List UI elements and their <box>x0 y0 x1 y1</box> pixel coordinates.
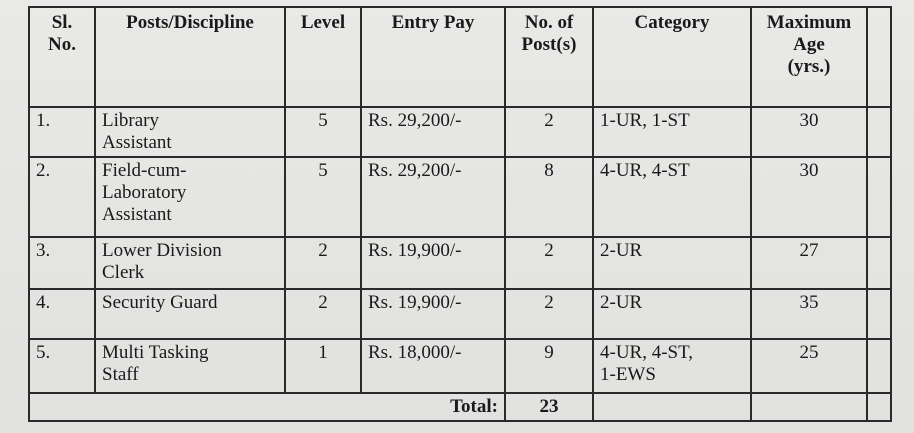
table-row <box>29 289 891 339</box>
row-post-name: Security Guard <box>95 289 285 339</box>
table-row <box>29 339 891 393</box>
posts-table <box>28 6 892 422</box>
row-number-of-posts: 2 <box>505 107 593 157</box>
row-number-of-posts: 9 <box>505 339 593 393</box>
total-empty-cell <box>867 393 891 421</box>
header-entry-pay: Entry Pay <box>361 7 505 107</box>
header-number-of-posts: No. of Post(s) <box>505 7 593 107</box>
row-max-age: 30 <box>751 157 867 237</box>
row-post-name: Library Assistant <box>95 107 285 157</box>
row-level: 5 <box>285 107 361 157</box>
row-level: 5 <box>285 157 361 237</box>
row-sl-no: 2. <box>29 157 95 237</box>
row-empty-cell <box>867 289 891 339</box>
table-header-row <box>29 7 891 107</box>
row-sl-no: 5. <box>29 339 95 393</box>
row-max-age: 35 <box>751 289 867 339</box>
row-empty-cell <box>867 107 891 157</box>
row-entry-pay: Rs. 19,900/- <box>361 289 505 339</box>
row-category: 4-UR, 4-ST, 1-EWS <box>593 339 751 393</box>
total-label: Total: <box>29 393 505 421</box>
row-entry-pay: Rs. 18,000/- <box>361 339 505 393</box>
row-level: 1 <box>285 339 361 393</box>
row-category: 2-UR <box>593 289 751 339</box>
row-max-age: 25 <box>751 339 867 393</box>
row-category: 1-UR, 1-ST <box>593 107 751 157</box>
total-empty-category <box>593 393 751 421</box>
row-entry-pay: Rs. 29,200/- <box>361 107 505 157</box>
row-post-name: Field-cum- Laboratory Assistant <box>95 157 285 237</box>
header-sl-no: Sl. No. <box>29 7 95 107</box>
row-sl-no: 1. <box>29 107 95 157</box>
table-row <box>29 157 891 237</box>
row-category: 2-UR <box>593 237 751 289</box>
row-max-age: 27 <box>751 237 867 289</box>
table-row <box>29 107 891 157</box>
row-post-name: Multi Tasking Staff <box>95 339 285 393</box>
total-row <box>29 393 891 421</box>
row-entry-pay: Rs. 19,900/- <box>361 237 505 289</box>
row-level: 2 <box>285 237 361 289</box>
header-empty-cell <box>867 7 891 107</box>
row-category: 4-UR, 4-ST <box>593 157 751 237</box>
row-number-of-posts: 2 <box>505 237 593 289</box>
row-number-of-posts: 8 <box>505 157 593 237</box>
row-empty-cell <box>867 339 891 393</box>
header-posts-discipline: Posts/Discipline <box>95 7 285 107</box>
header-level: Level <box>285 7 361 107</box>
row-entry-pay: Rs. 29,200/- <box>361 157 505 237</box>
total-value: 23 <box>505 393 593 421</box>
row-sl-no: 4. <box>29 289 95 339</box>
row-post-name: Lower Division Clerk <box>95 237 285 289</box>
row-empty-cell <box>867 157 891 237</box>
row-sl-no: 3. <box>29 237 95 289</box>
row-level: 2 <box>285 289 361 339</box>
header-category: Category <box>593 7 751 107</box>
row-max-age: 30 <box>751 107 867 157</box>
row-empty-cell <box>867 237 891 289</box>
row-number-of-posts: 2 <box>505 289 593 339</box>
table-row <box>29 237 891 289</box>
total-empty-age <box>751 393 867 421</box>
header-maximum-age: Maximum Age (yrs.) <box>751 7 867 107</box>
